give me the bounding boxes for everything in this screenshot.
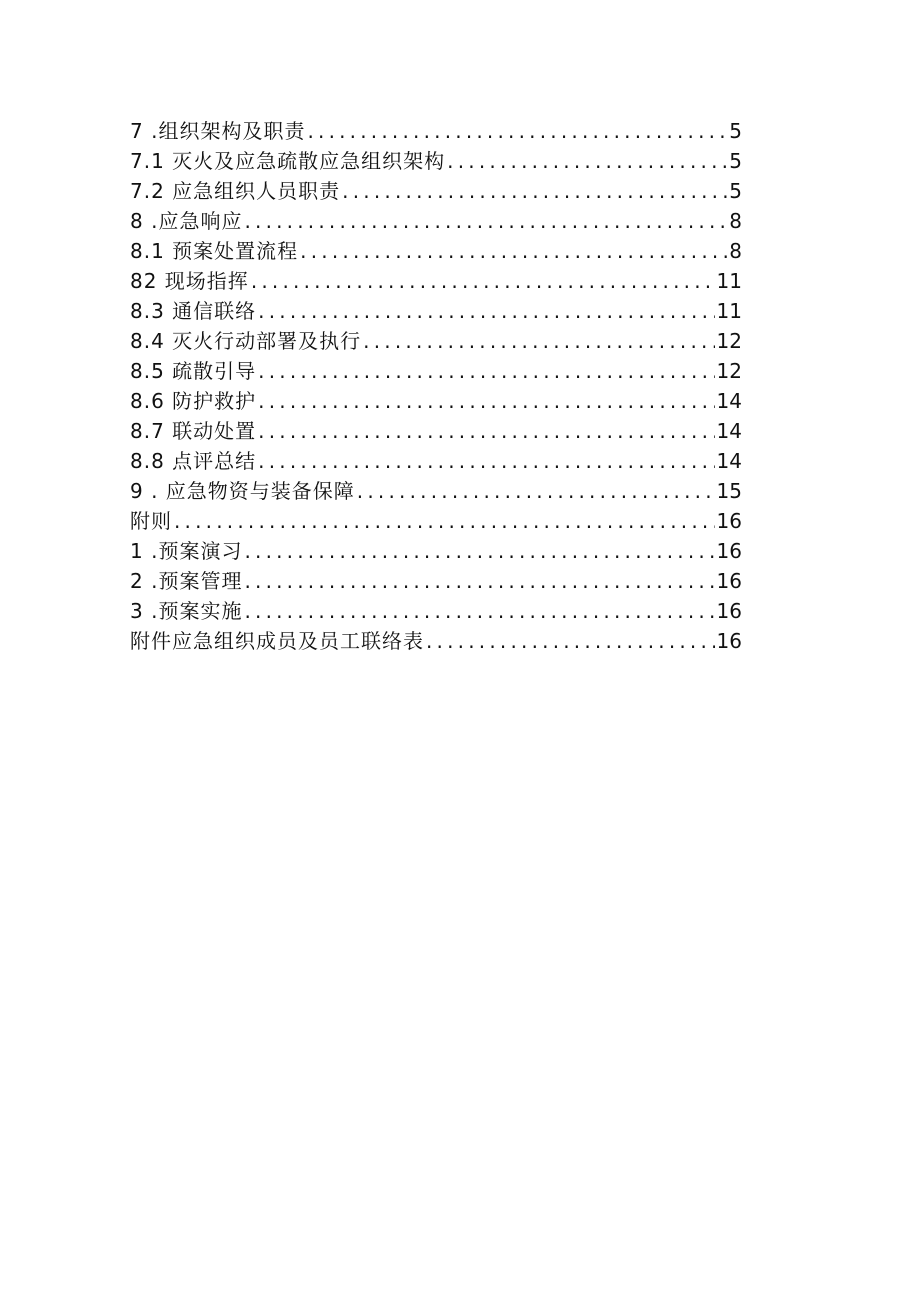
toc-entry-page: 16 (716, 509, 742, 533)
toc-leader-dots (242, 566, 714, 596)
toc-entry (130, 206, 742, 236)
toc-entry (130, 626, 742, 656)
toc-entry (130, 356, 742, 386)
toc-entry (130, 326, 742, 356)
toc-entry-page: 11 (716, 269, 742, 293)
toc-entry (130, 266, 742, 296)
toc-leader-dots (305, 116, 727, 146)
toc-leader-dots (242, 536, 714, 566)
toc-leader-dots (242, 596, 714, 626)
toc-entry-label: 附件应急组织成员及员工联络表 (130, 629, 424, 653)
toc-entry (130, 536, 742, 566)
toc-entry-page: 8 (729, 209, 742, 233)
toc-entry-label: 2 .预案管理 (130, 569, 243, 593)
toc-leader-dots (298, 236, 727, 266)
toc-entry (130, 236, 742, 266)
toc-entry (130, 476, 742, 506)
toc-entry (130, 506, 742, 536)
toc-entry-page: 8 (729, 239, 742, 263)
toc-entry (130, 566, 742, 596)
toc-leader-dots (256, 296, 714, 326)
toc-entry-page: 15 (716, 479, 742, 503)
toc-entry-page: 12 (716, 359, 742, 383)
toc-entry-label: 82 现场指挥 (130, 269, 249, 293)
toc-entry-page: 16 (716, 629, 742, 653)
toc-entry (130, 146, 742, 176)
toc-entry (130, 116, 742, 146)
toc-entry-label: 8.7 联动处置 (130, 419, 257, 443)
toc-entry (130, 596, 742, 626)
toc-entry-page: 11 (716, 299, 742, 323)
toc-entry-label: 8.8 点评总结 (130, 449, 257, 473)
toc-entry-label: 7.2 应急组织人员职责 (130, 179, 341, 203)
toc-leader-dots (172, 506, 715, 536)
toc-entry-label: 8 .应急响应 (130, 209, 243, 233)
toc-entry-label: 7 .组织架构及职责 (130, 119, 306, 143)
toc-entry-label: 附则 (130, 509, 172, 533)
toc-entry-page: 5 (729, 179, 742, 203)
toc-entry-label: 8.6 防护救护 (130, 389, 257, 413)
toc-leader-dots (424, 626, 715, 656)
toc-leader-dots (256, 386, 714, 416)
toc-entry-page: 16 (716, 569, 742, 593)
toc-leader-dots (361, 326, 714, 356)
toc-leader-dots (355, 476, 715, 506)
toc-leader-dots (256, 416, 714, 446)
toc-entry-page: 16 (716, 539, 742, 563)
toc-entry (130, 386, 742, 416)
toc-entry (130, 296, 742, 326)
toc-entry-label: 8.5 疏散引导 (130, 359, 257, 383)
toc-entry-label: 7.1 灭火及应急疏散应急组织架构 (130, 149, 446, 173)
toc-leader-dots (256, 356, 714, 386)
toc-leader-dots (256, 446, 714, 476)
toc-entry-label: 8.4 灭火行动部署及执行 (130, 329, 362, 353)
toc-entry-label: 8.1 预案处置流程 (130, 239, 299, 263)
table-of-contents (130, 116, 742, 656)
toc-entry-page: 12 (716, 329, 742, 353)
toc-entry-label: 9 . 应急物资与装备保障 (130, 479, 355, 503)
toc-entry-page: 14 (716, 389, 742, 413)
toc-leader-dots (340, 176, 727, 206)
toc-leader-dots (242, 206, 727, 236)
toc-leader-dots (445, 146, 727, 176)
toc-entry (130, 446, 742, 476)
toc-entry-page: 14 (716, 419, 742, 443)
toc-entry (130, 416, 742, 446)
toc-entry-label: 3 .预案实施 (130, 599, 243, 623)
toc-entry-label: 8.3 通信联络 (130, 299, 257, 323)
toc-entry (130, 176, 742, 206)
toc-entry-page: 16 (716, 599, 742, 623)
toc-leader-dots (249, 266, 715, 296)
toc-entry-page: 5 (729, 119, 742, 143)
toc-entry-page: 5 (729, 149, 742, 173)
toc-entry-page: 14 (716, 449, 742, 473)
toc-entry-label: 1 .预案演习 (130, 539, 243, 563)
